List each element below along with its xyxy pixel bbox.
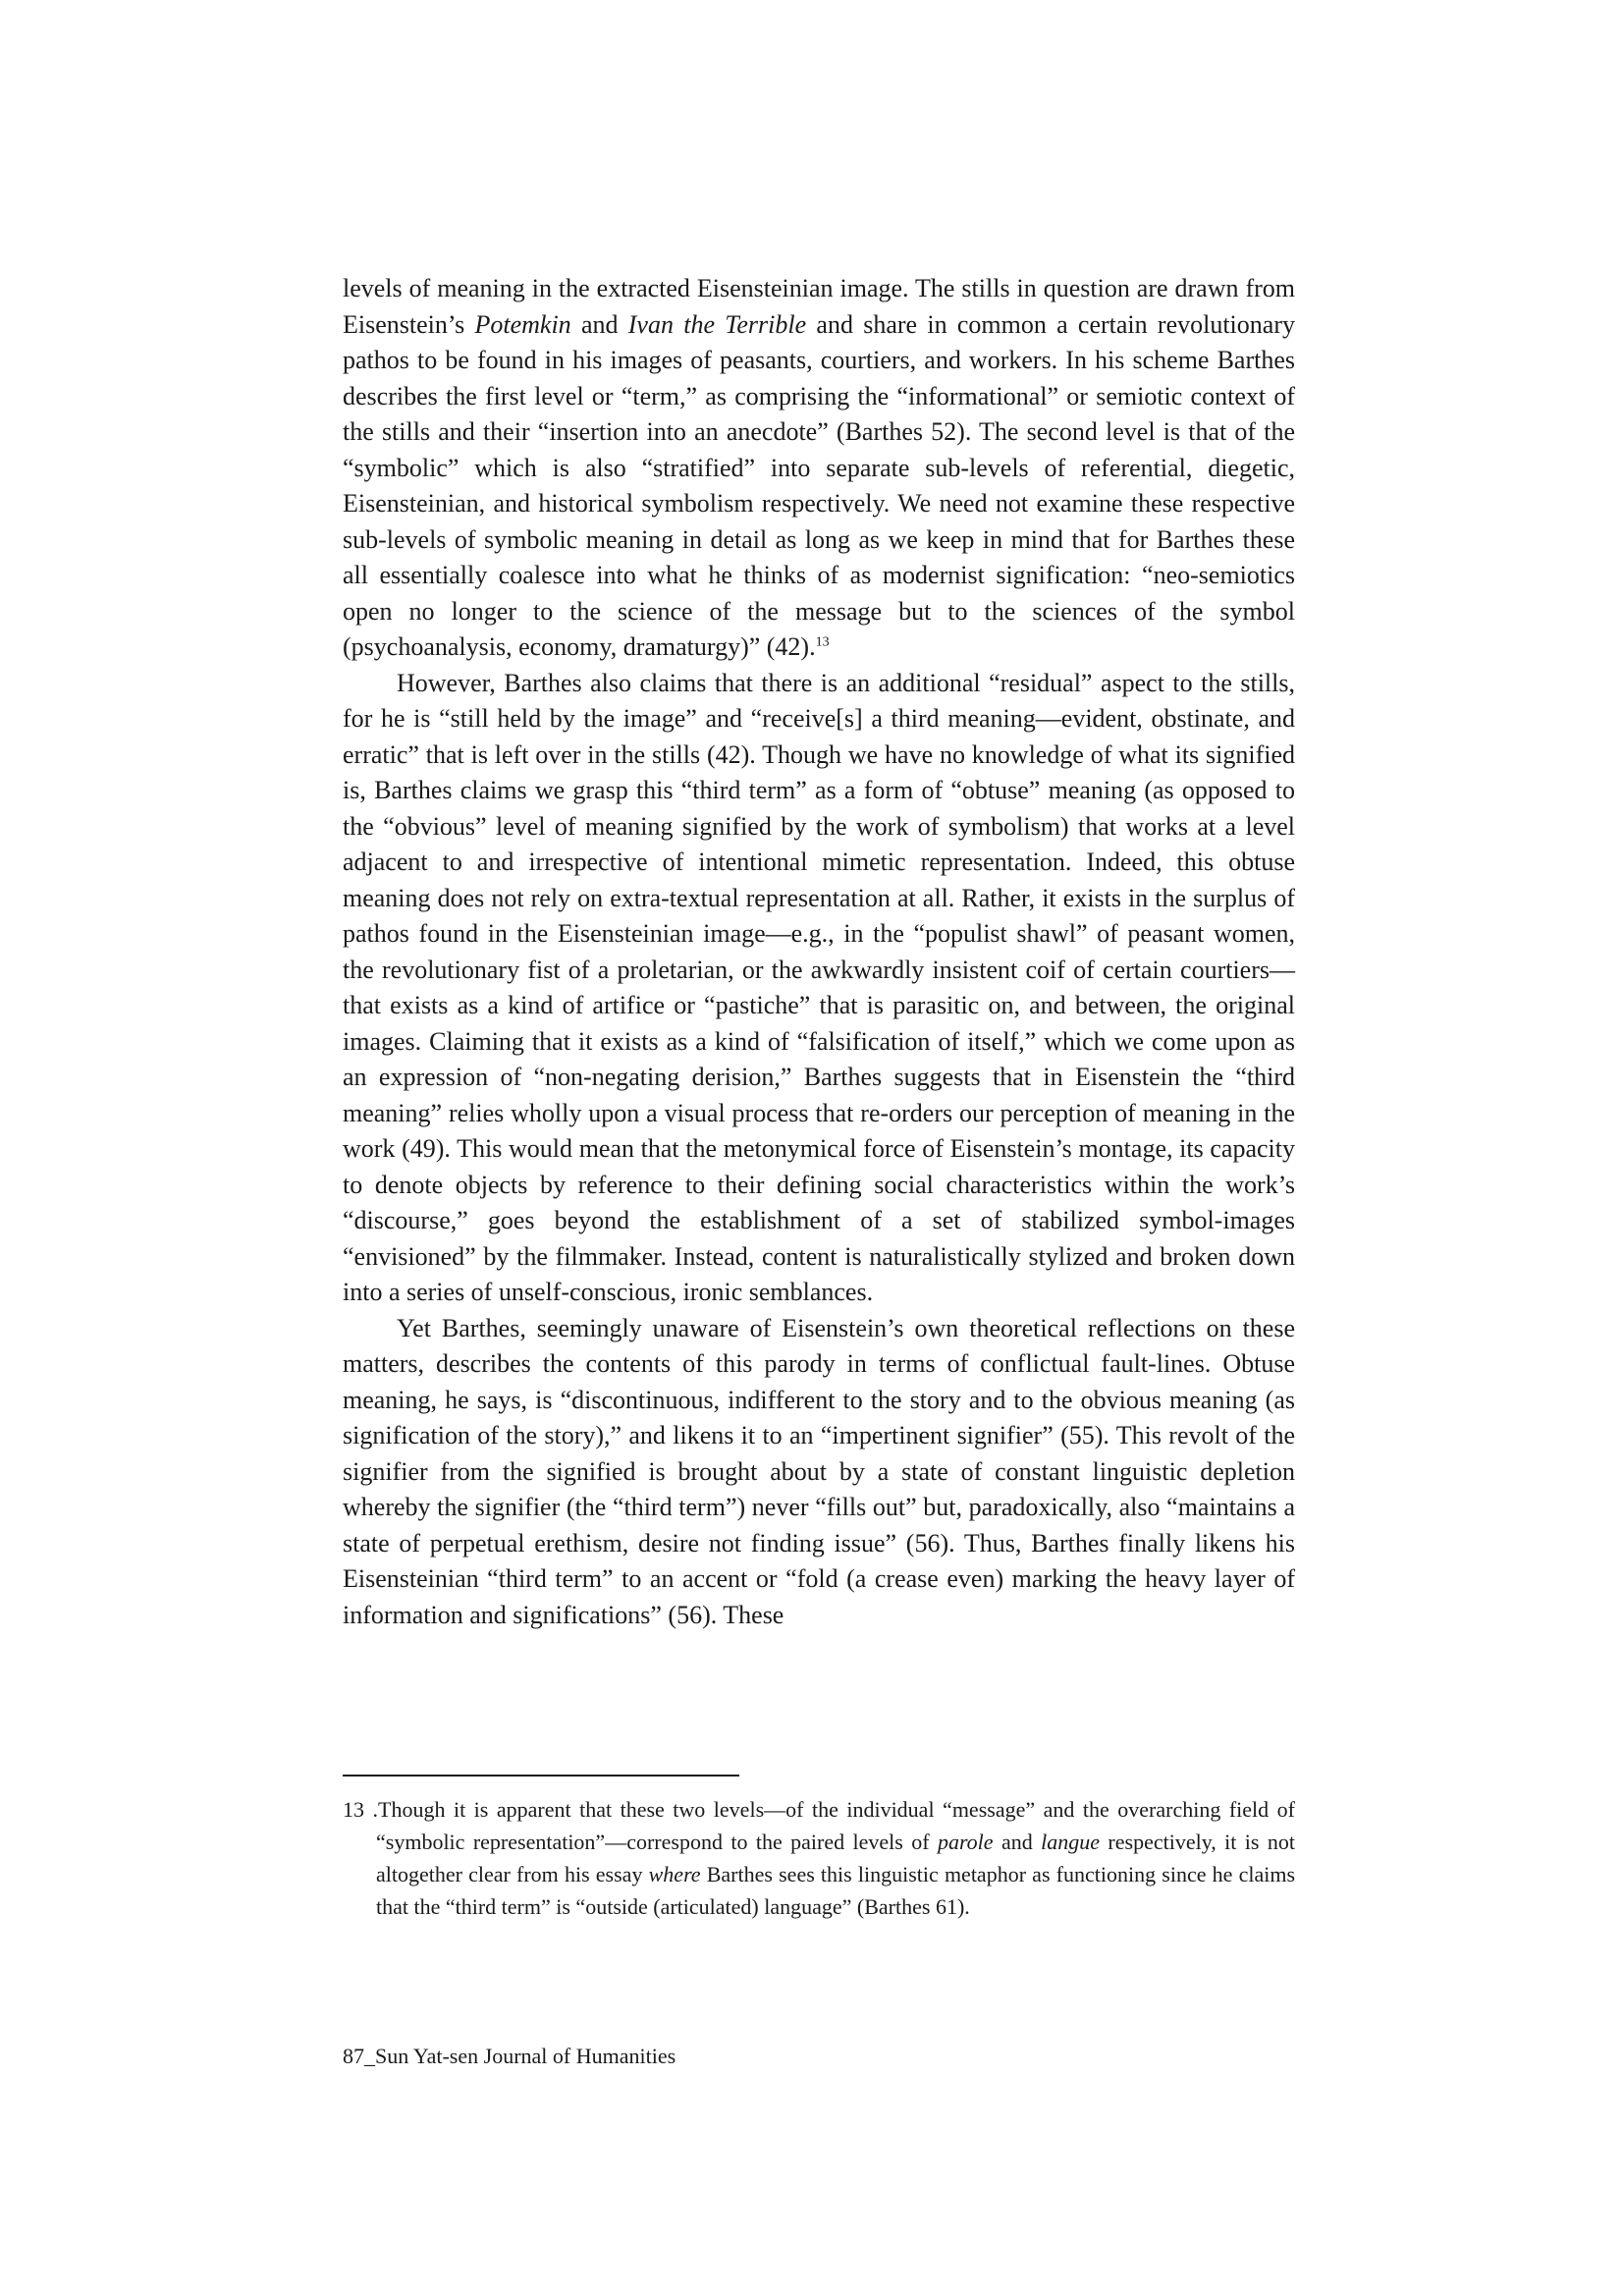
- text-run: levels of meaning in the extracted Eisensteinian image. The stills in question are drawn from Eisenstein’s: [343, 274, 1295, 339]
- footnote-reference: 13: [815, 634, 830, 650]
- italic-text: parole: [937, 1830, 994, 1854]
- body-paragraph: [343, 271, 1295, 666]
- text-run: and share in common a certain revolutionary pathos to be found in his images of peasants, courtiers, and workers. In his scheme Barthes describes the first level or “term,” as comprising the “informational” or semiotic context of the stills and their “insertion into an anecdote” (Barthes 52). The second level is that of the “symbolic” which is also “stratified” into separate sub-levels of referential, diegetic, Eisensteinian, and historical symbolism respectively. We need not examine these respective sub-levels of symbolic meaning in detail as long as we keep in mind that for Barthes these all essentially coalesce into what he thinks of as modernist signification: “neo-semiotics open no longer to the science of the message but to the sciences of the symbol (psychoanalysis, economy, dramaturgy)” (42).: [343, 309, 1295, 661]
- italic-text: Potemkin: [474, 309, 571, 339]
- italic-text: langue: [1041, 1830, 1101, 1854]
- text-run: However, Barthes also claims that there is an additional “residual” aspect to the stills, for he is “still held by the image” and “receive[s] a third meaning—evident, obstinate, and erratic” that is left over in the stills (42). Though we have no knowledge of what its signified is, Barthes claims we grasp this “third term” as a form of “obtuse” meaning (as opposed to the “obvious” level of meaning signified by the work of symbolism) that works at a level adjacent to and irrespective of intentional mimetic representation. Indeed, this obtuse meaning does not rely on extra-textual representation at all. Rather, it exists in the surplus of pathos found in the Eisensteinian image—e.g., in the “populist shawl” of peasant women, the revolutionary fist of a proletarian, or the awkwardly insistent coif of certain courtiers—that exists as a kind of artifice or “pastiche” that is parasitic on, and between, the original images. Claiming that it exists as a kind of “falsification of itself,” which we come upon as an expression of “non-negating derision,” Barthes suggests that in Eisenstein the “third meaning” relies wholly upon a visual process that re-orders our perception of meaning in the work (49). This would mean that the metonymical force of Eisenstein’s montage, its capacity to denote objects by reference to their defining social characteristics within the work’s “discourse,” goes beyond the establishment of a set of stabilized symbol-images “envisioned” by the filmmaker. Instead, content is naturalistically stylized and broken down into a series of unself-conscious, ironic semblances.: [343, 668, 1295, 1306]
- text-run: Yet Barthes, seemingly unaware of Eisenstein’s own theoretical reflections on these matters, describes the contents of this parody in terms of conflictual fault-lines. Obtuse meaning, he says, is “discontinuous, indifferent to the story and to the obvious meaning (as signification of the story),” and likens it to an “impertinent signifier” (55). This revolt of the signifier from the signified is brought about by a state of constant linguistic depletion whereby the signifier (the “third term”) never “fills out” but, paradoxically, also “maintains a state of perpetual erethism, desire not finding issue” (56). Thus, Barthes finally likens his Eisensteinian “third term” to an accent or “fold (a crease even) marking the heavy layer of information and significations” (56). These: [343, 1313, 1295, 1629]
- footnote-separator: [343, 1775, 739, 1777]
- italic-text: Ivan the Terrible: [627, 309, 807, 339]
- footnote: [343, 1793, 1295, 1923]
- text-run: respectively, it is not altogether clear from his essay: [376, 1830, 1295, 1886]
- text-run: and: [993, 1830, 1042, 1854]
- italic-text: where: [648, 1862, 701, 1886]
- body-paragraph: [343, 666, 1295, 1311]
- text-run: and: [570, 309, 628, 339]
- body-text: [343, 271, 1295, 1633]
- body-paragraph: [343, 1311, 1295, 1634]
- text-run: Barthes sees this linguistic metaphor as functioning since he claims that the “third term” is “outside (articulated) language” (Barthes 61).: [376, 1862, 1296, 1919]
- running-footer: 87_Sun Yat-sen Journal of Humanities: [343, 2044, 676, 2068]
- text-run: 13 .Though it is apparent that these two levels—of the individual “message” and the overarching field of “symbolic representation”—correspond to the paired levels of: [343, 1797, 1295, 1854]
- footnotes: [343, 1793, 1295, 1923]
